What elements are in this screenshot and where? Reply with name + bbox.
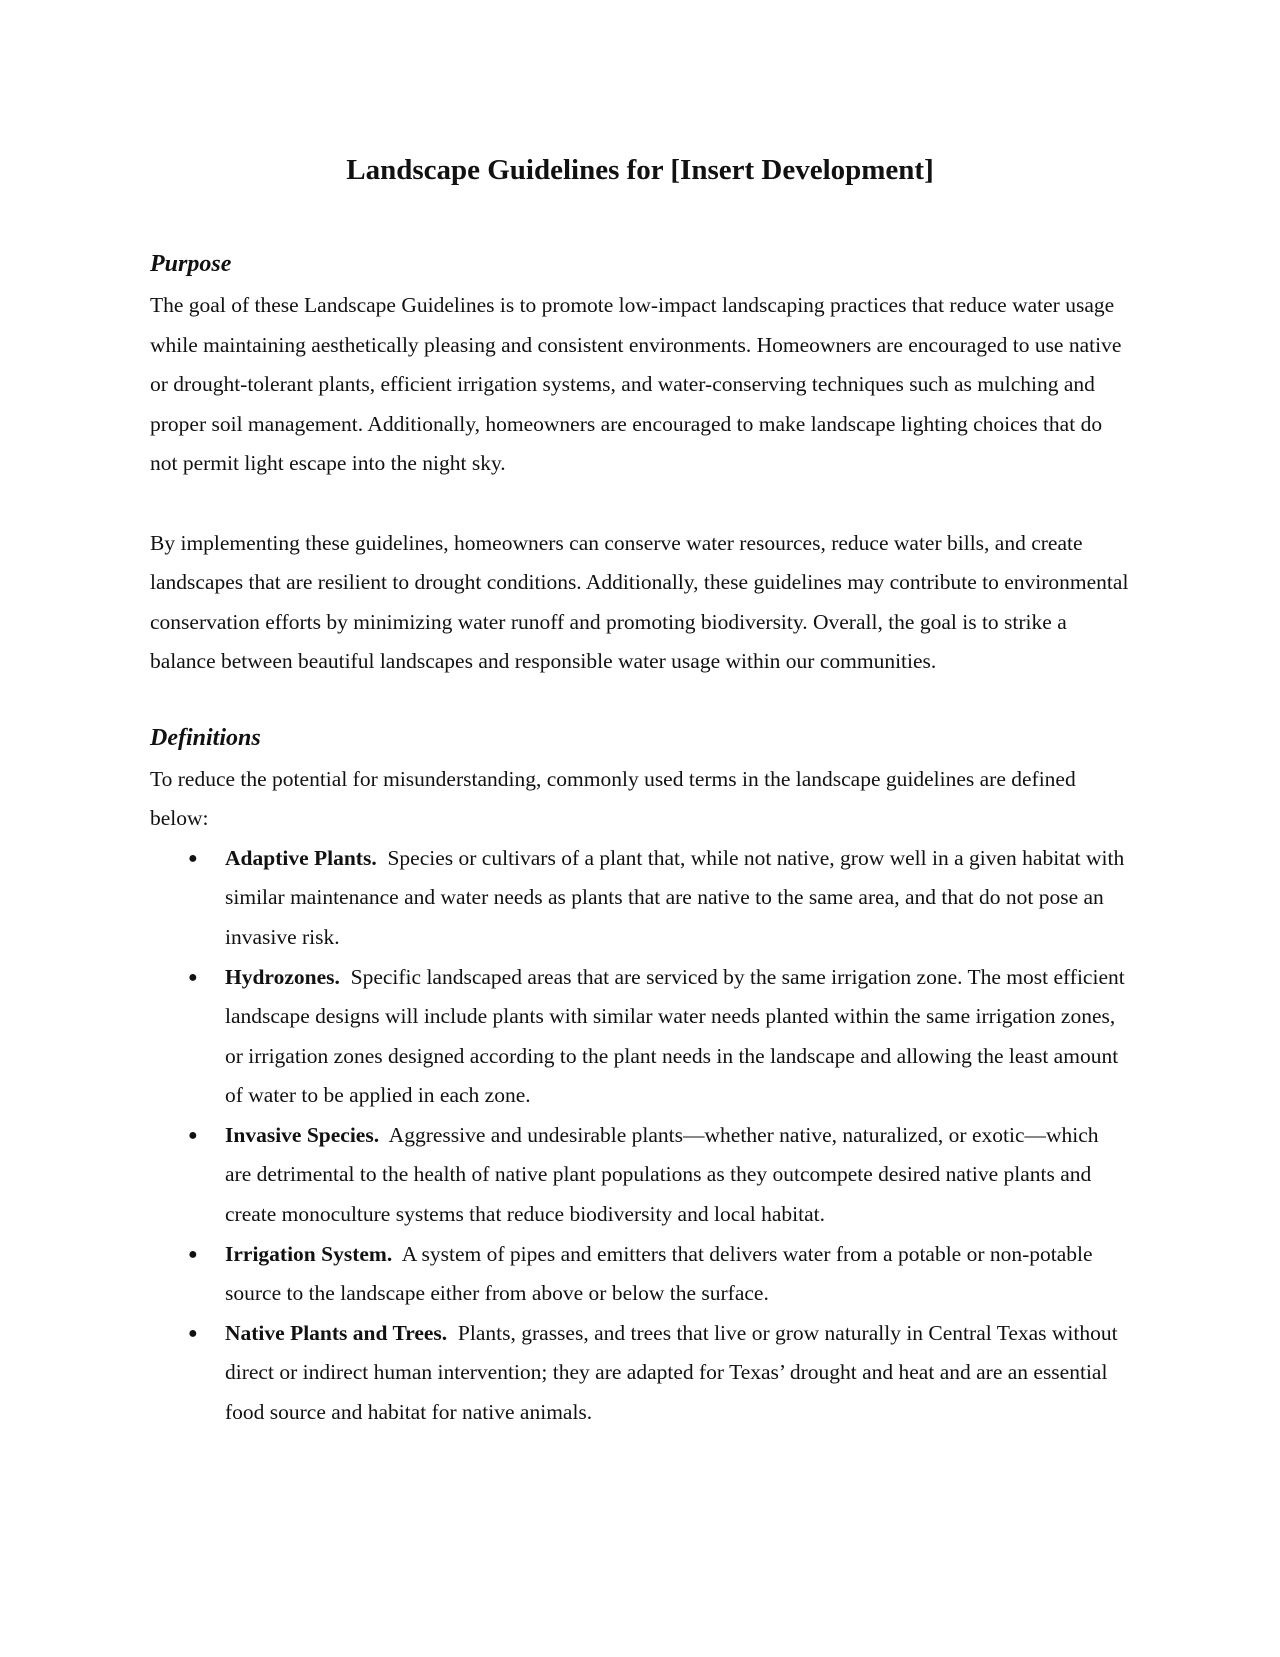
definitions-intro: To reduce the potential for misunderstanding, commonly used terms in the landscape guidelines are defined below: bbox=[150, 766, 1076, 831]
definition-term: Adaptive Plants. bbox=[225, 845, 377, 870]
purpose-heading: Purpose bbox=[150, 251, 232, 277]
paragraph-spacer bbox=[150, 484, 1130, 524]
bullet-icon: ● bbox=[188, 1245, 198, 1263]
definition-text: A system of pipes and emitters that delivers water from a potable or non-potable source to the landscape either from above or below the surface. bbox=[225, 1241, 1093, 1306]
definition-term: Invasive Species. bbox=[225, 1122, 380, 1147]
section-spacer bbox=[150, 682, 1130, 722]
bullet-icon: ● bbox=[188, 849, 198, 867]
document-title: Landscape Guidelines for [Insert Development] bbox=[346, 154, 934, 186]
definition-text: Specific landscaped areas that are serviced by the same irrigation zone. The most efficient landscape designs will include plants with similar water needs planted within the same irrigation zones, or irrigation zones designed according to the plant needs in the landscape and allowing the least amount of water to be applied in each zone. bbox=[225, 964, 1125, 1108]
definition-text: Aggressive and undesirable plants—whether native, naturalized, or exotic—which are detrimental to the health of native plant populations as they outcompete desired native plants and create monoculture systems that reduce biodiversity and local habitat. bbox=[225, 1122, 1099, 1227]
definition-text: Plants, grasses, and trees that live or grow naturally in Central Texas without direct or indirect human intervention; they are adapted for Texas’ drought and heat and are an essential food source and habitat for native animals. bbox=[225, 1320, 1118, 1425]
definition-item bbox=[150, 1235, 1130, 1314]
definitions-heading: Definitions bbox=[150, 724, 261, 751]
definition-item bbox=[150, 1116, 1130, 1235]
definition-term: Hydrozones. bbox=[225, 964, 340, 989]
bullet-icon: ● bbox=[188, 968, 198, 986]
purpose-section bbox=[150, 248, 1130, 722]
definitions-section bbox=[150, 722, 1130, 1433]
document-body bbox=[150, 248, 1130, 1433]
purpose-paragraph-2: By implementing these guidelines, homeowners can conserve water resources, reduce water bills, and create landscapes that are resilient to drought conditions. Additionally, these guidelines may contribute to environmental conservation efforts by minimizing water runoff and promoting biodiversity. Overall, the goal is to strike a balance between beautiful landscapes and responsible water usage within our communities. bbox=[150, 530, 1129, 674]
definition-item bbox=[150, 839, 1130, 958]
definition-term: Irrigation System. bbox=[225, 1241, 393, 1266]
bullet-icon: ● bbox=[188, 1126, 198, 1144]
purpose-paragraph-1: The goal of these Landscape Guidelines is to promote low-impact landscaping practices that reduce water usage while maintaining aesthetically pleasing and consistent environments. Homeowners are encouraged to use native or drought-tolerant plants, efficient irrigation systems, and water-conserving techniques such as mulching and proper soil management. Additionally, homeowners are encouraged to make landscape lighting choices that do not permit light escape into the night sky. bbox=[150, 293, 1122, 476]
definition-text: Species or cultivars of a plant that, while not native, grow well in a given habitat with similar maintenance and water needs as plants that are native to the same area, and that do not pose an invasive risk. bbox=[225, 845, 1125, 949]
definition-item bbox=[150, 1314, 1130, 1433]
definition-item bbox=[150, 958, 1130, 1116]
bullet-icon: ● bbox=[188, 1324, 198, 1342]
definition-term: Native Plants and Trees. bbox=[225, 1320, 448, 1345]
definitions-list bbox=[150, 839, 1130, 1433]
